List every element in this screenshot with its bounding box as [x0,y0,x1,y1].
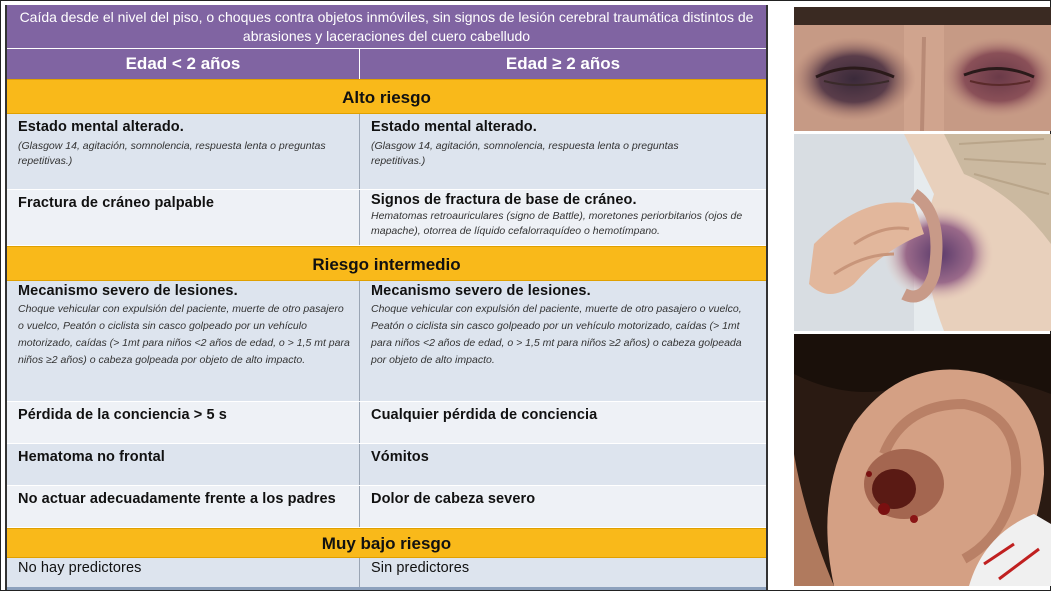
criterion-title: Fractura de cráneo palpable [18,195,215,211]
criterion-title: Mecanismo severo de lesiones. [18,283,238,299]
table-cell [360,486,766,527]
battle-sign-photo [794,134,1051,331]
criterion-detail: (Glasgow 14, agitación, somnolencia, respuesta lenta o preguntas repetitivas.) [371,140,679,167]
criterion-detail: Choque vehicular con expulsión del paciente, muerte de otro pasajero o vuelco, Peatón o ciclista sin casco golpeado por un vehículo motorizado, caídas (> 1mt para niños <2 años de edad, o > 1,5 mt para niños ≥2 años) o cabeza golpeada por objeto de alto impacto. [18,303,350,366]
table-row [7,190,766,246]
age-header-row [7,49,766,79]
table-cell [7,190,360,245]
table-header-text: Caída desde el nivel del piso, o choques contra objetos inmóviles, sin signos de lesión cerebral traumática distintos de abrasiones y laceraciones del cuero cabelludo [19,9,754,44]
age-under-2-header: Edad < 2 años [7,49,360,79]
criterion-detail: Choque vehicular con expulsión del paciente, muerte de otro pasajero o vuelco, Peatón o ciclista sin casco golpeado por un vehículo motorizado, caídas (> 1mt para niños <2 años de edad, o > 1,5 mt para niños ≥2 años) o cabeza golpeada por objeto de alto impacto. [371,303,742,366]
criterion-title: Pérdida de la conciencia > 5 s [18,407,227,423]
criterion-title: Sin predictores [371,560,470,576]
table-row [7,402,766,444]
criterion-title: Estado mental alterado. [18,119,184,135]
table-cell [360,190,766,245]
criterion-title: No actuar adecuadamente frente a los padres [18,491,336,507]
criterion-title: Estado mental alterado. [371,119,537,135]
table-cell [7,444,360,485]
table-cell [360,444,766,485]
table-bottom-edge [7,587,766,590]
criterion-title: Signos de fractura de base de cráneo. [371,192,637,208]
ear-otorrhea-photo [794,334,1051,586]
table-row [7,558,766,590]
table-header [7,5,766,49]
table-cell [7,486,360,527]
high-risk-band: Alto riesgo [7,79,766,114]
criterion-title: Mecanismo severo de lesiones. [371,283,591,299]
criterion-title: Hematoma no frontal [18,449,165,465]
criterion-title: Vómitos [371,449,429,465]
table-cell [360,114,766,189]
table-cell [360,402,766,443]
criterion-title: Dolor de cabeza severo [371,491,536,507]
age-2-plus-header: Edad ≥ 2 años [505,54,621,73]
table-row [7,444,766,486]
table-cell [7,114,360,189]
table-row [7,486,766,528]
criterion-title: Cualquier pérdida de conciencia [371,407,598,423]
table-row [7,281,766,402]
intermediate-risk-band: Riesgo intermedio [7,246,766,281]
very-low-risk-band: Muy bajo riesgo [7,528,766,558]
raccoon-eyes-photo [794,7,1051,131]
table-row [7,114,766,190]
table-cell [7,281,360,401]
table-cell [7,558,360,589]
risk-table [5,5,768,590]
table-cell [7,402,360,443]
criterion-detail: Hematomas retroauriculares (signo de Battle), moretones periorbitarios (ojos de mapache), otorrea de líquido cefalorraquídeo o hemotímpano. [371,210,743,237]
criterion-title: No hay predictores [18,560,142,576]
table-cell [360,281,766,401]
table-cell [360,558,766,589]
criterion-detail: (Glasgow 14, agitación, somnolencia, respuesta lenta o preguntas repetitivas.) [18,140,326,167]
